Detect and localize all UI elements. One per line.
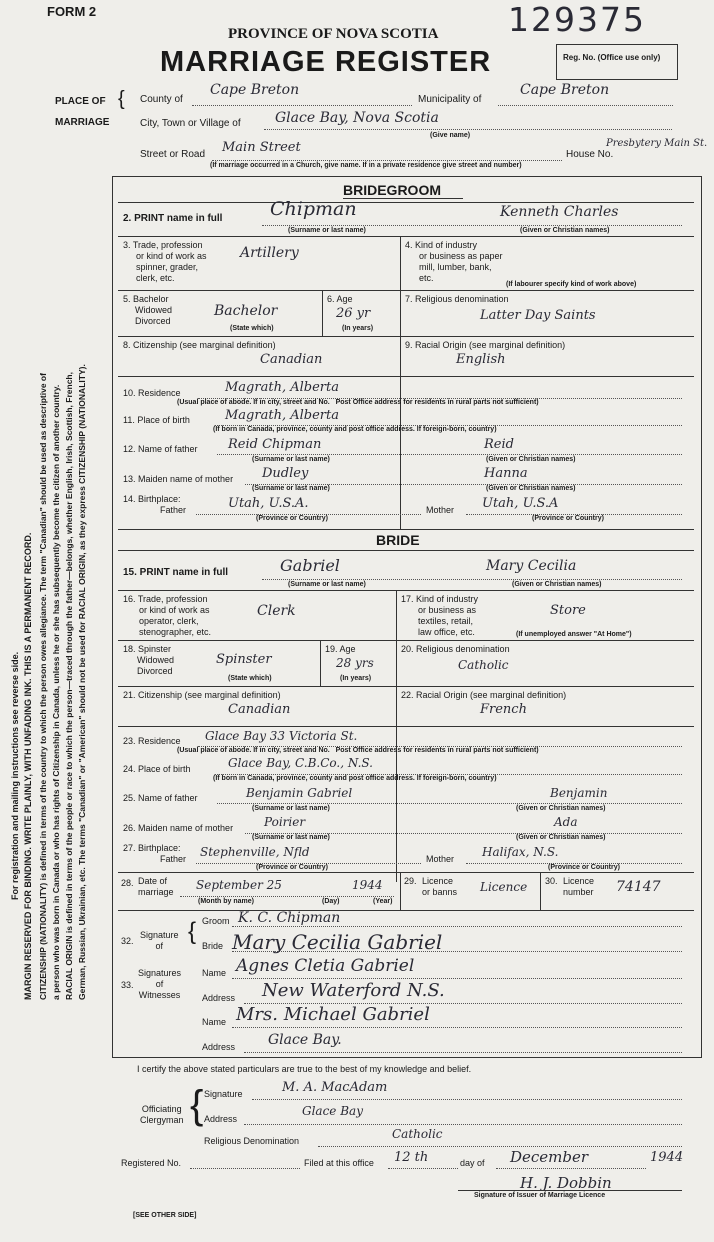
groom-mother-bp: Utah, U.S.A [482, 496, 559, 511]
f18-label: 18. Spinster Widowed Divorced [123, 644, 175, 676]
bride-label: Bride [202, 941, 224, 951]
bride-father-bp: Stephenville, Nfld [200, 845, 310, 859]
f2-label: 2. PRINT name in full [123, 213, 223, 224]
bride-surname: Gabriel [280, 556, 340, 575]
groom-birth-note: (If born in Canada, province, county and post office address. If foreign-born, country) [213, 426, 497, 433]
f8-label: 8. Citizenship (see marginal definition) [123, 340, 276, 350]
clergy-address-label: Address [204, 1114, 238, 1124]
form-number: FORM 2 [47, 4, 97, 19]
groom-status-hint: (State which) [230, 325, 274, 332]
month-hint: (Month by name) [198, 898, 254, 905]
f4-label: 4. Kind of industry or business as paper mill, lumber, bank, etc. [405, 240, 503, 283]
county-label: County of [140, 94, 183, 105]
groom-surname: Chipman [270, 198, 357, 220]
side-note-citizenship: CITIZENSHIP (NATIONALITY) is defined in terms of the country to which the person owes allegiance. The term "Canadian" should be used as descriptive of [38, 373, 48, 1000]
f33-label: Signatures of Witnesses [138, 968, 182, 1000]
see-other-side: [SEE OTHER SIDE] [133, 1212, 197, 1219]
groom-father-given-hint: (Given or Christian names) [486, 456, 576, 463]
n30: 30. [545, 876, 558, 886]
groom-racial: English [456, 352, 506, 367]
bridegroom-heading: BRIDEGROOM [343, 182, 441, 198]
f6-label: 6. Age [327, 294, 353, 304]
f16-label: 16. Trade, profession or kind of work as operator, clerk, stenographer, etc. [123, 594, 212, 637]
issuer-label: Signature of Issuer of Marriage Licence [474, 1192, 606, 1199]
reg-number-handwritten: 129375 [508, 0, 646, 39]
groom-father-surname-hint: (Surname or last name) [252, 456, 330, 463]
n33: 33. [121, 980, 134, 990]
bride-father-surname-hint: (Surname or last name) [252, 805, 330, 812]
f7-label: 7. Religious denomination [405, 294, 509, 304]
n28: 28. [121, 878, 134, 888]
groom-father-given: Reid [484, 437, 514, 452]
groom-father-bp-hint: (Province or Country) [256, 515, 328, 522]
issuer-signature: H. J. Dobbin [520, 1174, 612, 1192]
bride-mother-surname: Poirier [264, 815, 306, 829]
w1-name-label: Name [202, 968, 227, 978]
f12-label: 12. Name of father [123, 444, 198, 454]
marriage-label: MARRIAGE [55, 117, 110, 128]
f28-label: Date of marriage [138, 876, 174, 897]
f5-label: 5. Bachelor Widowed Divorced [123, 294, 173, 326]
groom-residence: Magrath, Alberta [225, 380, 339, 395]
bride-status-hint: (State which) [228, 675, 272, 682]
church-note: (If marriage occurred in a Church, give name. If in a private residence give street and number) [210, 162, 522, 169]
side-note-margin: MARGIN RESERVED FOR BINDING. WRITE PLAINLY, WITH UNFADING INK. THIS IS A PERMANENT RECORD. [23, 532, 33, 1000]
f26-label: 26. Maiden name of mother [123, 823, 234, 833]
city-value: Glace Bay, Nova Scotia [275, 110, 439, 126]
groom-given-hint: (Given or Christian names) [520, 227, 610, 234]
f3-label: 3. Trade, profession or kind of work as spinner, grader, clerk, etc. [123, 240, 207, 283]
municipality-label: Municipality of [418, 94, 482, 105]
groom-father-surname: Reid Chipman [228, 437, 322, 452]
groom-surname-hint: (Surname or last name) [288, 227, 366, 234]
province-title: PROVINCE OF NOVA SCOTIA [228, 26, 439, 42]
side-note-citizenship-2: a person who was born in Canada or who has rights of Citizenship in Canada, unless he or she has subsequently become the citizen of another country. [51, 384, 61, 1000]
certify-text: I certify the above stated particulars are true to the best of my knowledge and belief. [137, 1064, 472, 1074]
f15-label: 15. PRINT name in full [123, 567, 229, 578]
bride-industry: Store [550, 603, 586, 618]
licence-number: 74147 [616, 879, 661, 895]
filed-label: Filed at this office [304, 1158, 374, 1168]
bride-age: 28 yrs [336, 656, 374, 670]
groom-citizenship: Canadian [260, 352, 323, 367]
house-label: House No. [566, 149, 614, 160]
brace-mark: { [118, 88, 125, 110]
witness2-address: Glace Bay. [268, 1032, 342, 1048]
witness1-name: Agnes Cletia Gabriel [236, 956, 415, 976]
bride-mother-bp: Halifax, N.S. [482, 845, 559, 859]
bride-mother-given: Ada [554, 815, 578, 829]
marriage-year: 1944 [352, 878, 383, 892]
f27-mother: Mother [426, 854, 455, 864]
groom-signature: K. C. Chipman [238, 910, 341, 926]
f19-label: 19. Age [325, 644, 356, 654]
f32-label: Signature of [140, 930, 179, 951]
f25-label: 25. Name of father [123, 793, 198, 803]
w2-name-label: Name [202, 1017, 227, 1027]
filed-day: 12 th [394, 1150, 429, 1165]
f20-label: 20. Religious denomination [401, 644, 510, 654]
county-value: Cape Breton [210, 82, 300, 98]
bride-father-surname: Benjamin Gabriel [246, 786, 353, 800]
groom-mother-given: Hanna [484, 466, 528, 481]
f14-mother: Mother [426, 505, 455, 515]
bride-status: Spinster [216, 652, 272, 667]
w1-address-label: Address [202, 993, 236, 1003]
bride-given-hint: (Given or Christian names) [512, 581, 602, 588]
f13-label: 13. Maiden name of mother [123, 474, 234, 484]
filed-year: 1944 [650, 1150, 684, 1165]
bride-res-note: (Usual place of abode. If in city, street and No. Post Office address for residents in rural parts not sufficient) [177, 747, 539, 754]
day-hint: (Day) [322, 898, 340, 905]
n32: 32. [121, 936, 134, 946]
groom-father-bp: Utah, U.S.A. [228, 496, 309, 511]
clergy-signature: M. A. MacAdam [282, 1080, 388, 1095]
year-hint: (Year) [373, 898, 393, 905]
f23-label: 23. Residence [123, 736, 181, 746]
f27-label: 27. Birthplace: [123, 843, 181, 853]
street-value: Main Street [222, 140, 301, 155]
bride-signature: Mary Cecilia Gabriel [232, 930, 443, 954]
f10-label: 10. Residence [123, 388, 181, 398]
clergy-address: Glace Bay [302, 1104, 363, 1118]
f30-label: Licence number [563, 876, 595, 897]
side-note-racial: RACIAL ORIGIN is defined in terms of the people or race to which the person—traced through the father—belongs, whether English, Irish, Scottish, French, [64, 372, 74, 1000]
bride-age-hint: (In years) [340, 675, 372, 682]
give-name-hint: (Give name) [430, 132, 471, 139]
filed-month: December [510, 1148, 589, 1166]
bride-citizenship: Canadian [228, 702, 291, 717]
bride-surname-hint: (Surname or last name) [288, 581, 366, 588]
f27-father: Father [160, 854, 187, 864]
city-label: City, Town or Village of [140, 118, 241, 129]
bride-mother-bp-hint: (Province or Country) [548, 864, 620, 871]
registered-label: Registered No. [121, 1158, 182, 1168]
reg-no-box [556, 44, 678, 80]
f11-label: 11. Place of birth [123, 415, 190, 425]
groom-age: 26 yr [336, 306, 371, 321]
f4-note: (If labourer specify kind of work above) [506, 281, 637, 288]
bride-father-given-hint: (Given or Christian names) [516, 805, 606, 812]
bride-father-given: Benjamin [550, 786, 608, 800]
bride-father-bp-hint: (Province or Country) [256, 864, 328, 871]
groom-birth: Magrath, Alberta [225, 408, 339, 423]
f9-label: 9. Racial Origin (see marginal definition) [405, 340, 566, 350]
f17-label: 17. Kind of industry or business as textiles, retail, law office, etc. [401, 594, 479, 637]
side-note-racial-2: German, Russian, Ukrainian, etc. The terms "Canadian" or "American" should not be used for RACIAL ORIGIN, as they express CITIZENSHIP (NATIONALITY). [77, 364, 87, 1000]
f29-label: Licence or banns [422, 876, 458, 897]
groom-trade: Artillery [240, 245, 299, 261]
bride-residence: Glace Bay 33 Victoria St. [205, 729, 358, 743]
bride-birth-note: (If born in Canada, province, county and post office address. If foreign-born, country) [213, 775, 497, 782]
house-value: Presbytery Main St. [606, 138, 708, 149]
place-of-label: PLACE OF [55, 96, 106, 107]
day-of-label: day of [460, 1158, 485, 1168]
brace-clergy: { [190, 1083, 204, 1127]
bride-trade: Clerk [257, 603, 296, 619]
page-title: MARRIAGE REGISTER [160, 46, 492, 78]
bride-birth: Glace Bay, C.B.Co., N.S. [228, 756, 373, 770]
groom-mother-bp-hint: (Province or Country) [532, 515, 604, 522]
groom-religion: Latter Day Saints [480, 308, 596, 323]
bride-heading: BRIDE [376, 532, 420, 548]
officiating-label: Officiating Clergyman [140, 1104, 184, 1125]
marriage-date: September 25 [196, 878, 282, 892]
f17-note: (If unemployed answer "At Home") [516, 631, 632, 638]
bride-racial: French [480, 702, 527, 717]
witness2-name: Mrs. Michael Gabriel [236, 1004, 430, 1025]
brace-signatures: { [188, 918, 197, 945]
f14-label: 14. Birthplace: [123, 494, 181, 504]
f14-father: Father [160, 505, 187, 515]
groom-label: Groom [202, 916, 230, 926]
f21-label: 21. Citizenship (see marginal definition) [123, 690, 281, 700]
witness1-address: New Waterford N.S. [262, 980, 445, 1001]
side-note-registration: For registration and mailing instructions see reverse side. [10, 651, 20, 900]
street-label: Street or Road [140, 149, 206, 160]
denomination-label: Religious Denomination [204, 1136, 300, 1146]
f24-label: 24. Place of birth [123, 764, 191, 774]
clergy-signature-label: Signature [204, 1089, 243, 1099]
bride-religion: Catholic [458, 658, 509, 672]
municipality-value: Cape Breton [520, 82, 610, 98]
groom-given: Kenneth Charles [500, 204, 619, 220]
groom-status: Bachelor [214, 303, 278, 319]
groom-age-hint: (In years) [342, 325, 374, 332]
w2-address-label: Address [202, 1042, 236, 1052]
n29: 29. [404, 876, 417, 886]
groom-res-note: (Usual place of abode. If in city, street and No. Post Office address for residents in rural parts not sufficient) [177, 399, 539, 406]
bride-given: Mary Cecilia [486, 558, 577, 574]
groom-mother-surname: Dudley [262, 466, 309, 481]
f22-label: 22. Racial Origin (see marginal definition) [401, 690, 567, 700]
groom-mother-surname-hint: (Surname or last name) [252, 485, 330, 492]
clergy-denomination: Catholic [392, 1127, 443, 1141]
reg-no-label: Reg. No. (Office use only) [563, 53, 661, 62]
licence-type: Licence [480, 880, 528, 894]
groom-mother-given-hint: (Given or Christian names) [486, 485, 576, 492]
bride-mother-given-hint: (Given or Christian names) [516, 834, 606, 841]
bride-mother-surname-hint: (Surname or last name) [252, 834, 330, 841]
